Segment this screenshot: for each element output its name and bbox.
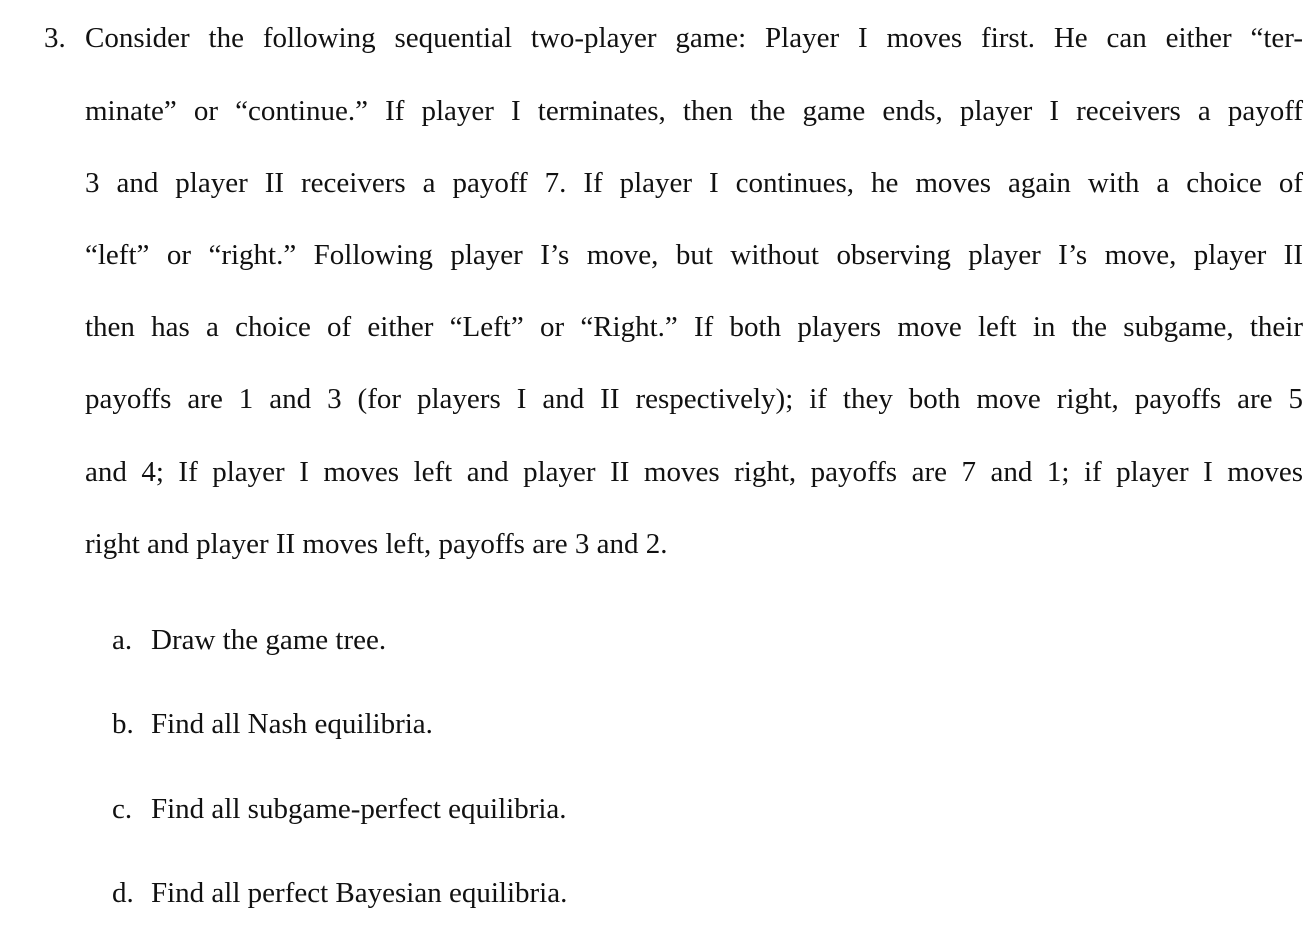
part-d-text: Find all perfect Bayesian equilibria. [151,877,568,909]
part-a-label: a. [112,624,133,656]
problem-text-line-5: then has a choice of either “Left” or “Right.” If both players move left in the subgame, their [85,311,1303,343]
problem-text-line-8: right and player II moves left, payoffs are 3 and 2. [85,528,668,560]
problem-text-line-7: and 4; If player I moves left and player II moves right, payoffs are 7 and 1; if player I moves [85,456,1303,488]
problem-text-line-3: 3 and player II receivers a payoff 7. If player I continues, he moves again with a choice of [85,167,1303,199]
problem-text-line-1: Consider the following sequential two-player game: Player I moves first. He can either “ter- [85,22,1303,54]
part-c [112,791,567,827]
problem-text-line-4: “left” or “right.” Following player I’s move, but without observing player I’s move, player II [85,239,1303,271]
part-d-label: d. [112,877,134,909]
part-b-label: b. [112,708,134,740]
part-b-text: Find all Nash equilibria. [151,708,433,740]
problem-text-line-6: payoffs are 1 and 3 (for players I and II respectively); if they both move right, payoffs are 5 [85,383,1303,415]
problem-number: 3. [44,22,66,54]
part-c-label: c. [112,793,133,825]
problem-text-line-2: minate” or “continue.” If player I terminates, then the game ends, player I receivers a payoff [85,95,1303,127]
part-c-text: Find all subgame-perfect equilibria. [151,793,567,825]
part-a [112,622,386,658]
part-b [112,706,433,742]
part-a-text: Draw the game tree. [151,624,387,656]
part-d [112,875,567,911]
